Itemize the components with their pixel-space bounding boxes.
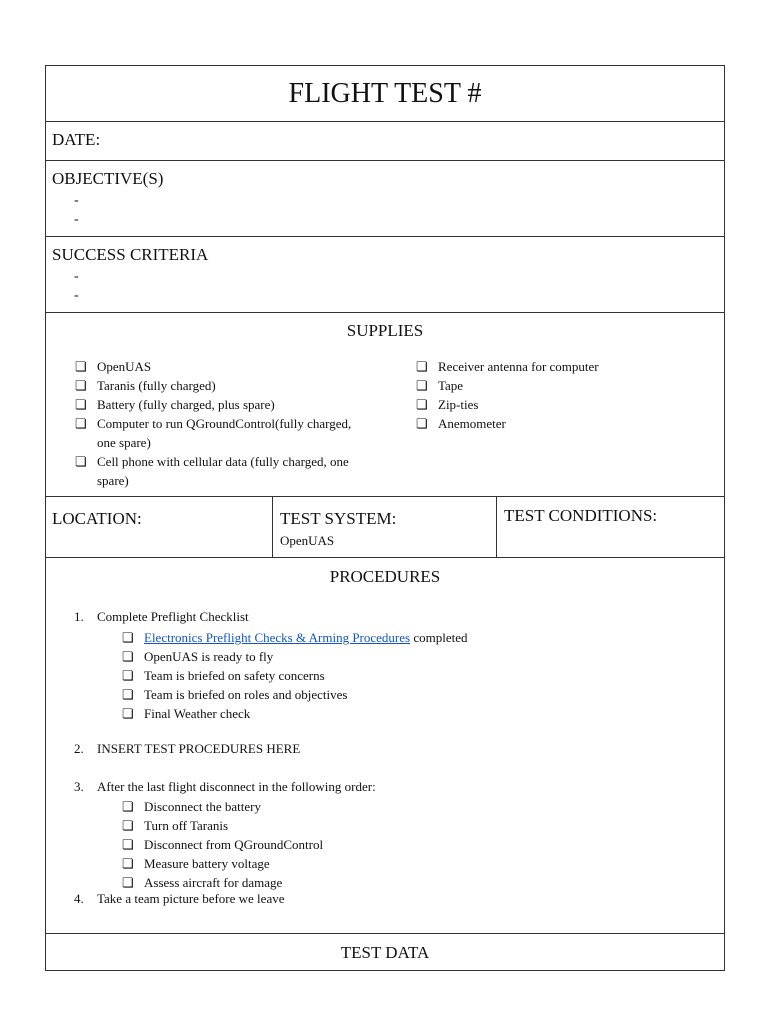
checkbox-icon[interactable]: ❏: [416, 397, 428, 412]
checkbox-icon[interactable]: ❏: [416, 416, 428, 431]
step-number: 1.: [74, 609, 84, 624]
title-section: [46, 66, 724, 122]
checkbox-icon[interactable]: ❏: [122, 875, 134, 890]
checkbox-icon[interactable]: ❏: [122, 837, 134, 852]
supply-item[interactable]: ❏ Battery (fully charged, plus spare): [75, 397, 275, 412]
preflight-checks-link[interactable]: Electronics Preflight Checks & Arming Procedures: [144, 630, 411, 645]
column-divider: [272, 497, 273, 557]
checkbox-icon[interactable]: ❏: [122, 856, 134, 871]
checklist-item[interactable]: ❏ Measure battery voltage: [122, 856, 270, 871]
checklist-item[interactable]: ❏ Assess aircraft for damage: [122, 875, 283, 890]
supply-item[interactable]: ❏ Tape: [416, 378, 464, 393]
procedures-heading: PROCEDURES: [329, 567, 441, 586]
supplies-section: [46, 313, 724, 497]
checkbox-icon[interactable]: ❏: [122, 649, 134, 664]
date-section[interactable]: [46, 122, 724, 161]
objective-section[interactable]: [46, 161, 724, 237]
supply-item[interactable]: ❏ Anemometer: [416, 416, 506, 431]
checklist-item[interactable]: ❏ Disconnect from QGroundControl: [122, 837, 324, 852]
test-info-section: [46, 497, 724, 558]
step-text: Take a team picture before we leave: [97, 891, 285, 906]
criteria-item: -: [74, 288, 79, 303]
checklist-item[interactable]: ❏ Turn off Taranis: [122, 818, 229, 833]
supply-item[interactable]: ❏ OpenUAS: [75, 359, 152, 374]
post-flight-checklist: [122, 797, 323, 892]
test-data-section: [46, 934, 724, 971]
checkbox-icon[interactable]: ❏: [416, 378, 428, 393]
step-number: 4.: [74, 891, 84, 906]
success-criteria-section[interactable]: [46, 237, 724, 313]
supplies-list-right: [416, 357, 706, 433]
checklist-item[interactable]: ❏ Disconnect the battery: [122, 799, 261, 814]
step-text: INSERT TEST PROCEDURES HERE: [97, 741, 301, 756]
step-number: 3.: [74, 779, 84, 794]
column-divider: [496, 497, 497, 557]
supply-item[interactable]: ❏ Zip-ties: [416, 397, 479, 412]
supplies-heading: SUPPLIES: [346, 321, 424, 340]
location-label: LOCATION:: [52, 509, 142, 528]
checklist-item[interactable]: ❏ Electronics Preflight Checks & Arming Procedures completed: [122, 630, 468, 645]
checklist-item[interactable]: ❏ Team is briefed on safety concerns: [122, 668, 325, 683]
objective-label: OBJECTIVE(S): [52, 169, 164, 188]
date-label: DATE:: [52, 130, 101, 149]
checkbox-icon[interactable]: ❏: [122, 706, 134, 721]
supply-item[interactable]: ❏ Receiver antenna for computer: [416, 359, 599, 374]
flight-test-form: [45, 65, 725, 971]
checklist-item[interactable]: ❏ Team is briefed on roles and objectives: [122, 687, 348, 702]
checkbox-icon[interactable]: ❏: [75, 378, 87, 393]
supply-item[interactable]: ❏ Cell phone with cellular data (fully charged, one: [75, 454, 349, 469]
checkbox-icon[interactable]: ❏: [122, 799, 134, 814]
procedures-section: [46, 558, 724, 934]
test-system-label: TEST SYSTEM:: [280, 509, 397, 528]
supply-item[interactable]: ❏ Taranis (fully charged): [75, 378, 216, 393]
checklist-item[interactable]: ❏ OpenUAS is ready to fly: [122, 649, 274, 664]
checkbox-icon[interactable]: ❏: [75, 359, 87, 374]
step-number: 2.: [74, 741, 84, 756]
objective-item: -: [74, 193, 79, 208]
step-text: Complete Preflight Checklist: [97, 609, 249, 624]
checkbox-icon[interactable]: ❏: [75, 454, 87, 469]
checkbox-icon[interactable]: ❏: [75, 397, 87, 412]
test-system-value: OpenUAS: [280, 533, 335, 548]
checklist-item[interactable]: ❏ Final Weather check: [122, 706, 251, 721]
test-data-heading: TEST DATA: [340, 943, 430, 962]
checkbox-icon[interactable]: ❏: [416, 359, 428, 374]
success-criteria-label: SUCCESS CRITERIA: [52, 245, 209, 264]
checkbox-icon[interactable]: ❏: [122, 687, 134, 702]
supply-item-continued: spare): [97, 473, 129, 488]
supply-item-continued: one spare): [97, 435, 151, 450]
checkbox-icon[interactable]: ❏: [122, 668, 134, 683]
form-title: FLIGHT TEST #: [288, 78, 482, 109]
supply-item[interactable]: ❏ Computer to run QGroundControl(fully charged,: [75, 416, 352, 431]
supplies-list-left: [75, 357, 375, 490]
checkbox-icon[interactable]: ❏: [75, 416, 87, 431]
test-conditions-label: TEST CONDITIONS:: [504, 506, 658, 525]
checkbox-icon[interactable]: ❏: [122, 818, 134, 833]
step-text: After the last flight disconnect in the following order:: [97, 779, 376, 794]
preflight-checklist: [122, 628, 468, 723]
checkbox-icon[interactable]: ❏: [122, 630, 134, 645]
objective-item: -: [74, 212, 79, 227]
criteria-item: -: [74, 269, 79, 284]
